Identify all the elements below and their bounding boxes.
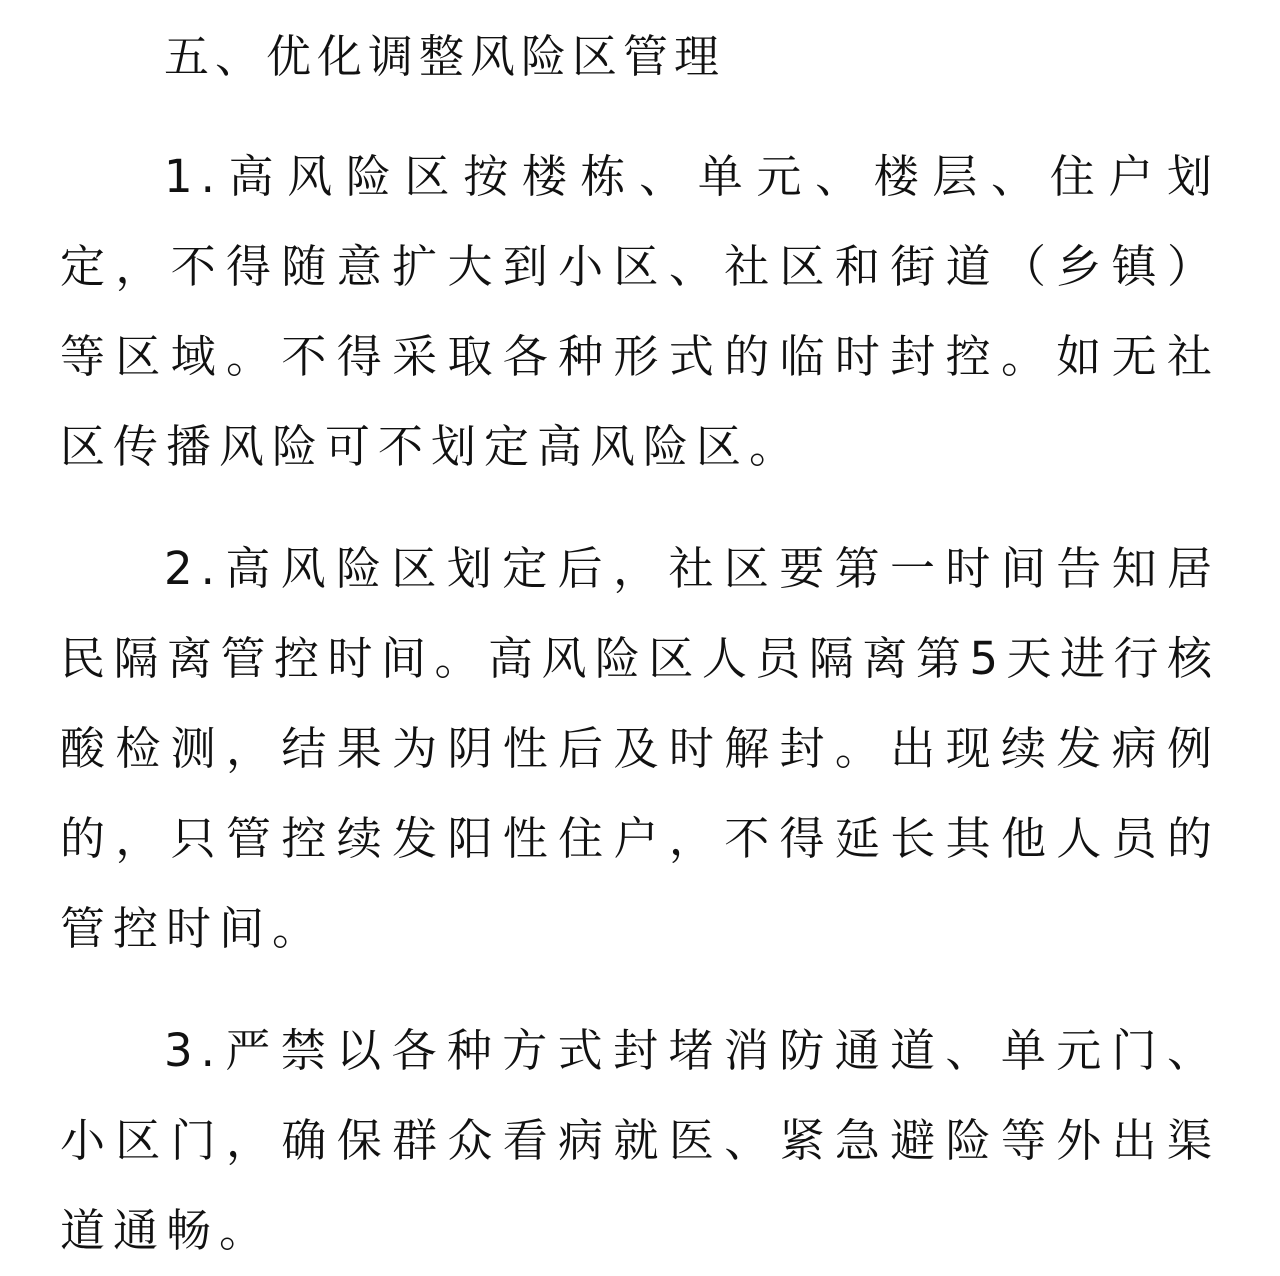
paragraph-1: 1.高风险区按楼栋、单元、楼层、住户划定，不得随意扩大到小区、社区和街道（乡镇）等区域。不得采取各种形式的临时封控。如无社区传播风险可不划定高风险区。: [60, 150, 1220, 473]
paragraph-2: 2.高风险区划定后，社区要第一时间告知居民隔离管控时间。高风险区人员隔离第5天进行核酸检测，结果为阴性后及时解封。出现续发病例的，只管控续发阳性住户，不得延长其他人员的管控时间。: [60, 542, 1220, 955]
paragraph-3: 3.严禁以各种方式封堵消防通道、单元门、小区门，确保群众看病就医、紧急避险等外出渠道通畅。: [60, 1024, 1220, 1257]
section-heading: 五、优化调整风险区管理: [164, 30, 726, 83]
document-body: [60, 0, 1220, 1276]
